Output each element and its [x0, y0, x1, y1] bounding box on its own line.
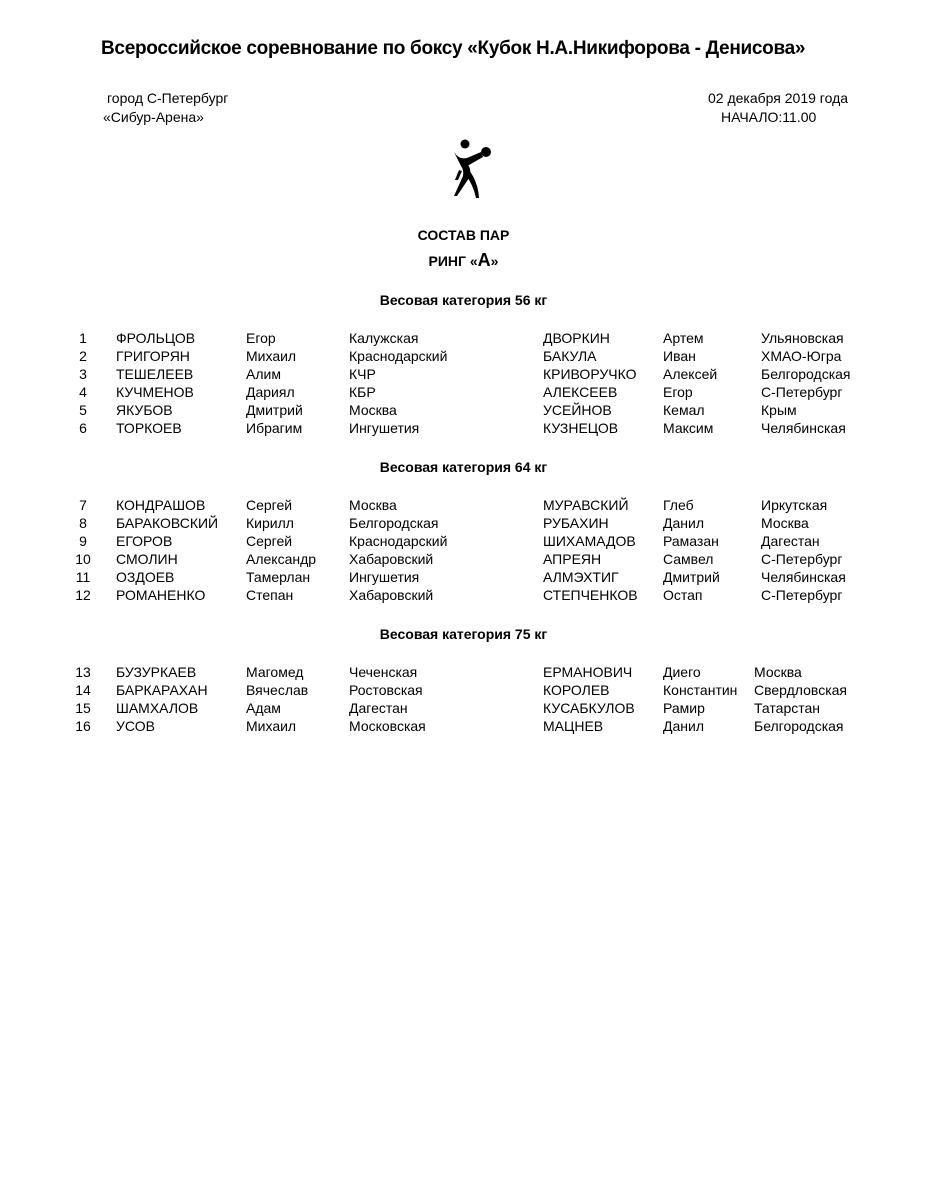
blue-region: Крым: [761, 402, 797, 418]
bout-number: 5: [79, 402, 87, 418]
bout-row: [0, 497, 927, 515]
bout-number: 1: [79, 330, 87, 346]
venue: «Сибур-Арена»: [103, 109, 204, 125]
red-region: КЧР: [349, 366, 376, 382]
bout-number: 3: [79, 366, 87, 382]
bout-number: 6: [79, 420, 87, 436]
weight-category-heading: Весовая категория 64 кг: [379, 459, 548, 475]
date: 02 декабря 2019 года: [708, 90, 849, 106]
bout-row: [0, 569, 927, 587]
bout-number: 15: [75, 700, 91, 716]
red-name: Михаил: [246, 348, 297, 364]
red-surname: ТЕШЕЛЕЕВ: [116, 366, 194, 382]
red-region: Хабаровский: [349, 551, 434, 567]
blue-name: Рамазан: [663, 533, 719, 549]
section-title: СОСТАВ ПАР: [417, 227, 510, 243]
blue-name: Артем: [663, 330, 704, 346]
blue-name: Максим: [663, 420, 714, 436]
blue-surname: ШИХАМАДОВ: [543, 533, 636, 549]
red-region: Москва: [349, 497, 397, 513]
red-name: Вячеслав: [246, 682, 309, 698]
red-region: Московская: [349, 718, 426, 734]
red-name: Сергей: [246, 533, 293, 549]
blue-name: Рамир: [663, 700, 705, 716]
blue-region: Москва: [761, 515, 809, 531]
blue-name: Алексей: [663, 366, 718, 382]
red-name: Алим: [246, 366, 281, 382]
ring-label: [0, 250, 927, 271]
blue-name: Кемал: [663, 402, 705, 418]
blue-surname: РУБАХИН: [543, 515, 609, 531]
bout-number: 13: [75, 664, 91, 680]
blue-surname: АЛМЭХТИГ: [543, 569, 619, 585]
blue-region: ХМАО-Югра: [761, 348, 842, 364]
red-region: КБР: [349, 384, 376, 400]
blue-surname: КРИВОРУЧКО: [543, 366, 637, 382]
ring-prefix: РИНГ «: [428, 253, 478, 269]
blue-region: С-Петербург: [761, 587, 843, 603]
ring-letter: А: [477, 250, 491, 270]
blue-name: Глеб: [663, 497, 694, 513]
red-region: Ингушетия: [349, 420, 420, 436]
blue-name: Остап: [663, 587, 703, 603]
bout-row: [0, 366, 927, 384]
blue-region: Иркутская: [761, 497, 828, 513]
red-name: Магомед: [246, 664, 304, 680]
red-region: Чеченская: [349, 664, 418, 680]
red-surname: ШАМХАЛОВ: [116, 700, 199, 716]
red-name: Дариял: [246, 384, 295, 400]
bout-number: 16: [75, 718, 91, 734]
red-name: Адам: [246, 700, 281, 716]
bout-row: [0, 330, 927, 348]
bout-row: [0, 664, 927, 682]
blue-name: Егор: [663, 384, 693, 400]
blue-region: Белгородская: [761, 366, 851, 382]
bout-row: [0, 402, 927, 420]
blue-name: Данил: [663, 515, 704, 531]
red-surname: ГРИГОРЯН: [116, 348, 190, 364]
bout-row: [0, 384, 927, 402]
blue-name: Константин: [663, 682, 738, 698]
blue-surname: МУРАВСКИЙ: [543, 497, 629, 513]
blue-surname: БАКУЛА: [543, 348, 597, 364]
ring-suffix: »: [490, 253, 499, 269]
blue-name: Диего: [663, 664, 701, 680]
bout-number: 14: [75, 682, 91, 698]
bout-row: [0, 420, 927, 438]
red-name: Кирилл: [246, 515, 294, 531]
blue-name: Самвел: [663, 551, 714, 567]
blue-surname: КУЗНЕЦОВ: [543, 420, 619, 436]
red-name: Ибрагим: [246, 420, 303, 436]
bout-row: [0, 348, 927, 366]
red-surname: БАРАКОВСКИЙ: [116, 515, 219, 531]
blue-surname: КОРОЛЕВ: [543, 682, 610, 698]
bout-row: [0, 533, 927, 551]
red-region: Калужская: [349, 330, 419, 346]
weight-category-heading: Весовая категория 56 кг: [379, 292, 548, 308]
blue-surname: СТЕПЧЕНКОВ: [543, 587, 638, 603]
blue-region: Белгородская: [754, 718, 844, 734]
bout-number: 9: [79, 533, 87, 549]
blue-name: Данил: [663, 718, 704, 734]
blue-surname: АПРЕЯН: [543, 551, 602, 567]
blue-surname: ЕРМАНОВИЧ: [543, 664, 633, 680]
blue-surname: УСЕЙНОВ: [543, 402, 612, 418]
blue-region: Свердловская: [754, 682, 848, 698]
blue-region: Татарстан: [754, 700, 821, 716]
red-name: Дмитрий: [246, 402, 303, 418]
red-surname: ЕГОРОВ: [116, 533, 173, 549]
red-region: Ростовская: [349, 682, 423, 698]
red-surname: СМОЛИН: [116, 551, 178, 567]
bout-row: [0, 700, 927, 718]
bout-number: 11: [75, 569, 91, 585]
red-region: Хабаровский: [349, 587, 434, 603]
bout-row: [0, 551, 927, 569]
blue-surname: МАЦНЕВ: [543, 718, 604, 734]
red-name: Александр: [246, 551, 317, 567]
bout-number: 7: [79, 497, 87, 513]
red-region: Ингушетия: [349, 569, 420, 585]
red-region: Дагестан: [349, 700, 408, 716]
red-surname: КОНДРАШОВ: [116, 497, 206, 513]
red-surname: ЯКУБОВ: [116, 402, 173, 418]
bout-number: 8: [79, 515, 87, 531]
red-name: Михаил: [246, 718, 297, 734]
blue-region: Ульяновская: [761, 330, 844, 346]
red-name: Сергей: [246, 497, 293, 513]
blue-region: С-Петербург: [761, 384, 843, 400]
weight-category-heading: Весовая категория 75 кг: [379, 626, 548, 642]
red-region: Краснодарский: [349, 348, 448, 364]
red-name: Степан: [246, 587, 294, 603]
blue-region: Дагестан: [761, 533, 820, 549]
boxer-pictogram-icon: [445, 138, 497, 200]
bout-row: [0, 718, 927, 736]
blue-region: Москва: [754, 664, 802, 680]
red-surname: ТОРКОЕВ: [116, 420, 182, 436]
bout-number: 4: [79, 384, 87, 400]
blue-name: Иван: [663, 348, 696, 364]
red-surname: УСОВ: [116, 718, 155, 734]
red-surname: БАРКАРАХАН: [116, 682, 208, 698]
red-name: Тамерлан: [246, 569, 311, 585]
bout-number: 10: [75, 551, 91, 567]
blue-region: Челябинская: [761, 420, 846, 436]
blue-surname: ДВОРКИН: [543, 330, 610, 346]
red-region: Краснодарский: [349, 533, 448, 549]
bout-number: 12: [75, 587, 91, 603]
bout-row: [0, 587, 927, 605]
red-surname: РОМАНЕНКО: [116, 587, 206, 603]
red-region: Белгородская: [349, 515, 439, 531]
blue-region: С-Петербург: [761, 551, 843, 567]
bout-row: [0, 682, 927, 700]
city: город С-Петербург: [107, 90, 229, 106]
blue-name: Дмитрий: [663, 569, 720, 585]
red-region: Москва: [349, 402, 397, 418]
bout-number: 2: [79, 348, 87, 364]
red-surname: БУЗУРКАЕВ: [116, 664, 197, 680]
document-title: Всероссийское соревнование по боксу «Кубок Н.А.Никифорова - Денисова»: [101, 38, 806, 59]
bout-row: [0, 515, 927, 533]
blue-surname: КУСАБКУЛОВ: [543, 700, 635, 716]
red-surname: ФРОЛЬЦОВ: [116, 330, 196, 346]
start-time: НАЧАЛО:11.00: [721, 109, 817, 125]
blue-surname: АЛЕКСЕЕВ: [543, 384, 618, 400]
red-name: Егор: [246, 330, 276, 346]
red-surname: КУЧМЕНОВ: [116, 384, 194, 400]
blue-region: Челябинская: [761, 569, 846, 585]
red-surname: ОЗДОЕВ: [116, 569, 175, 585]
